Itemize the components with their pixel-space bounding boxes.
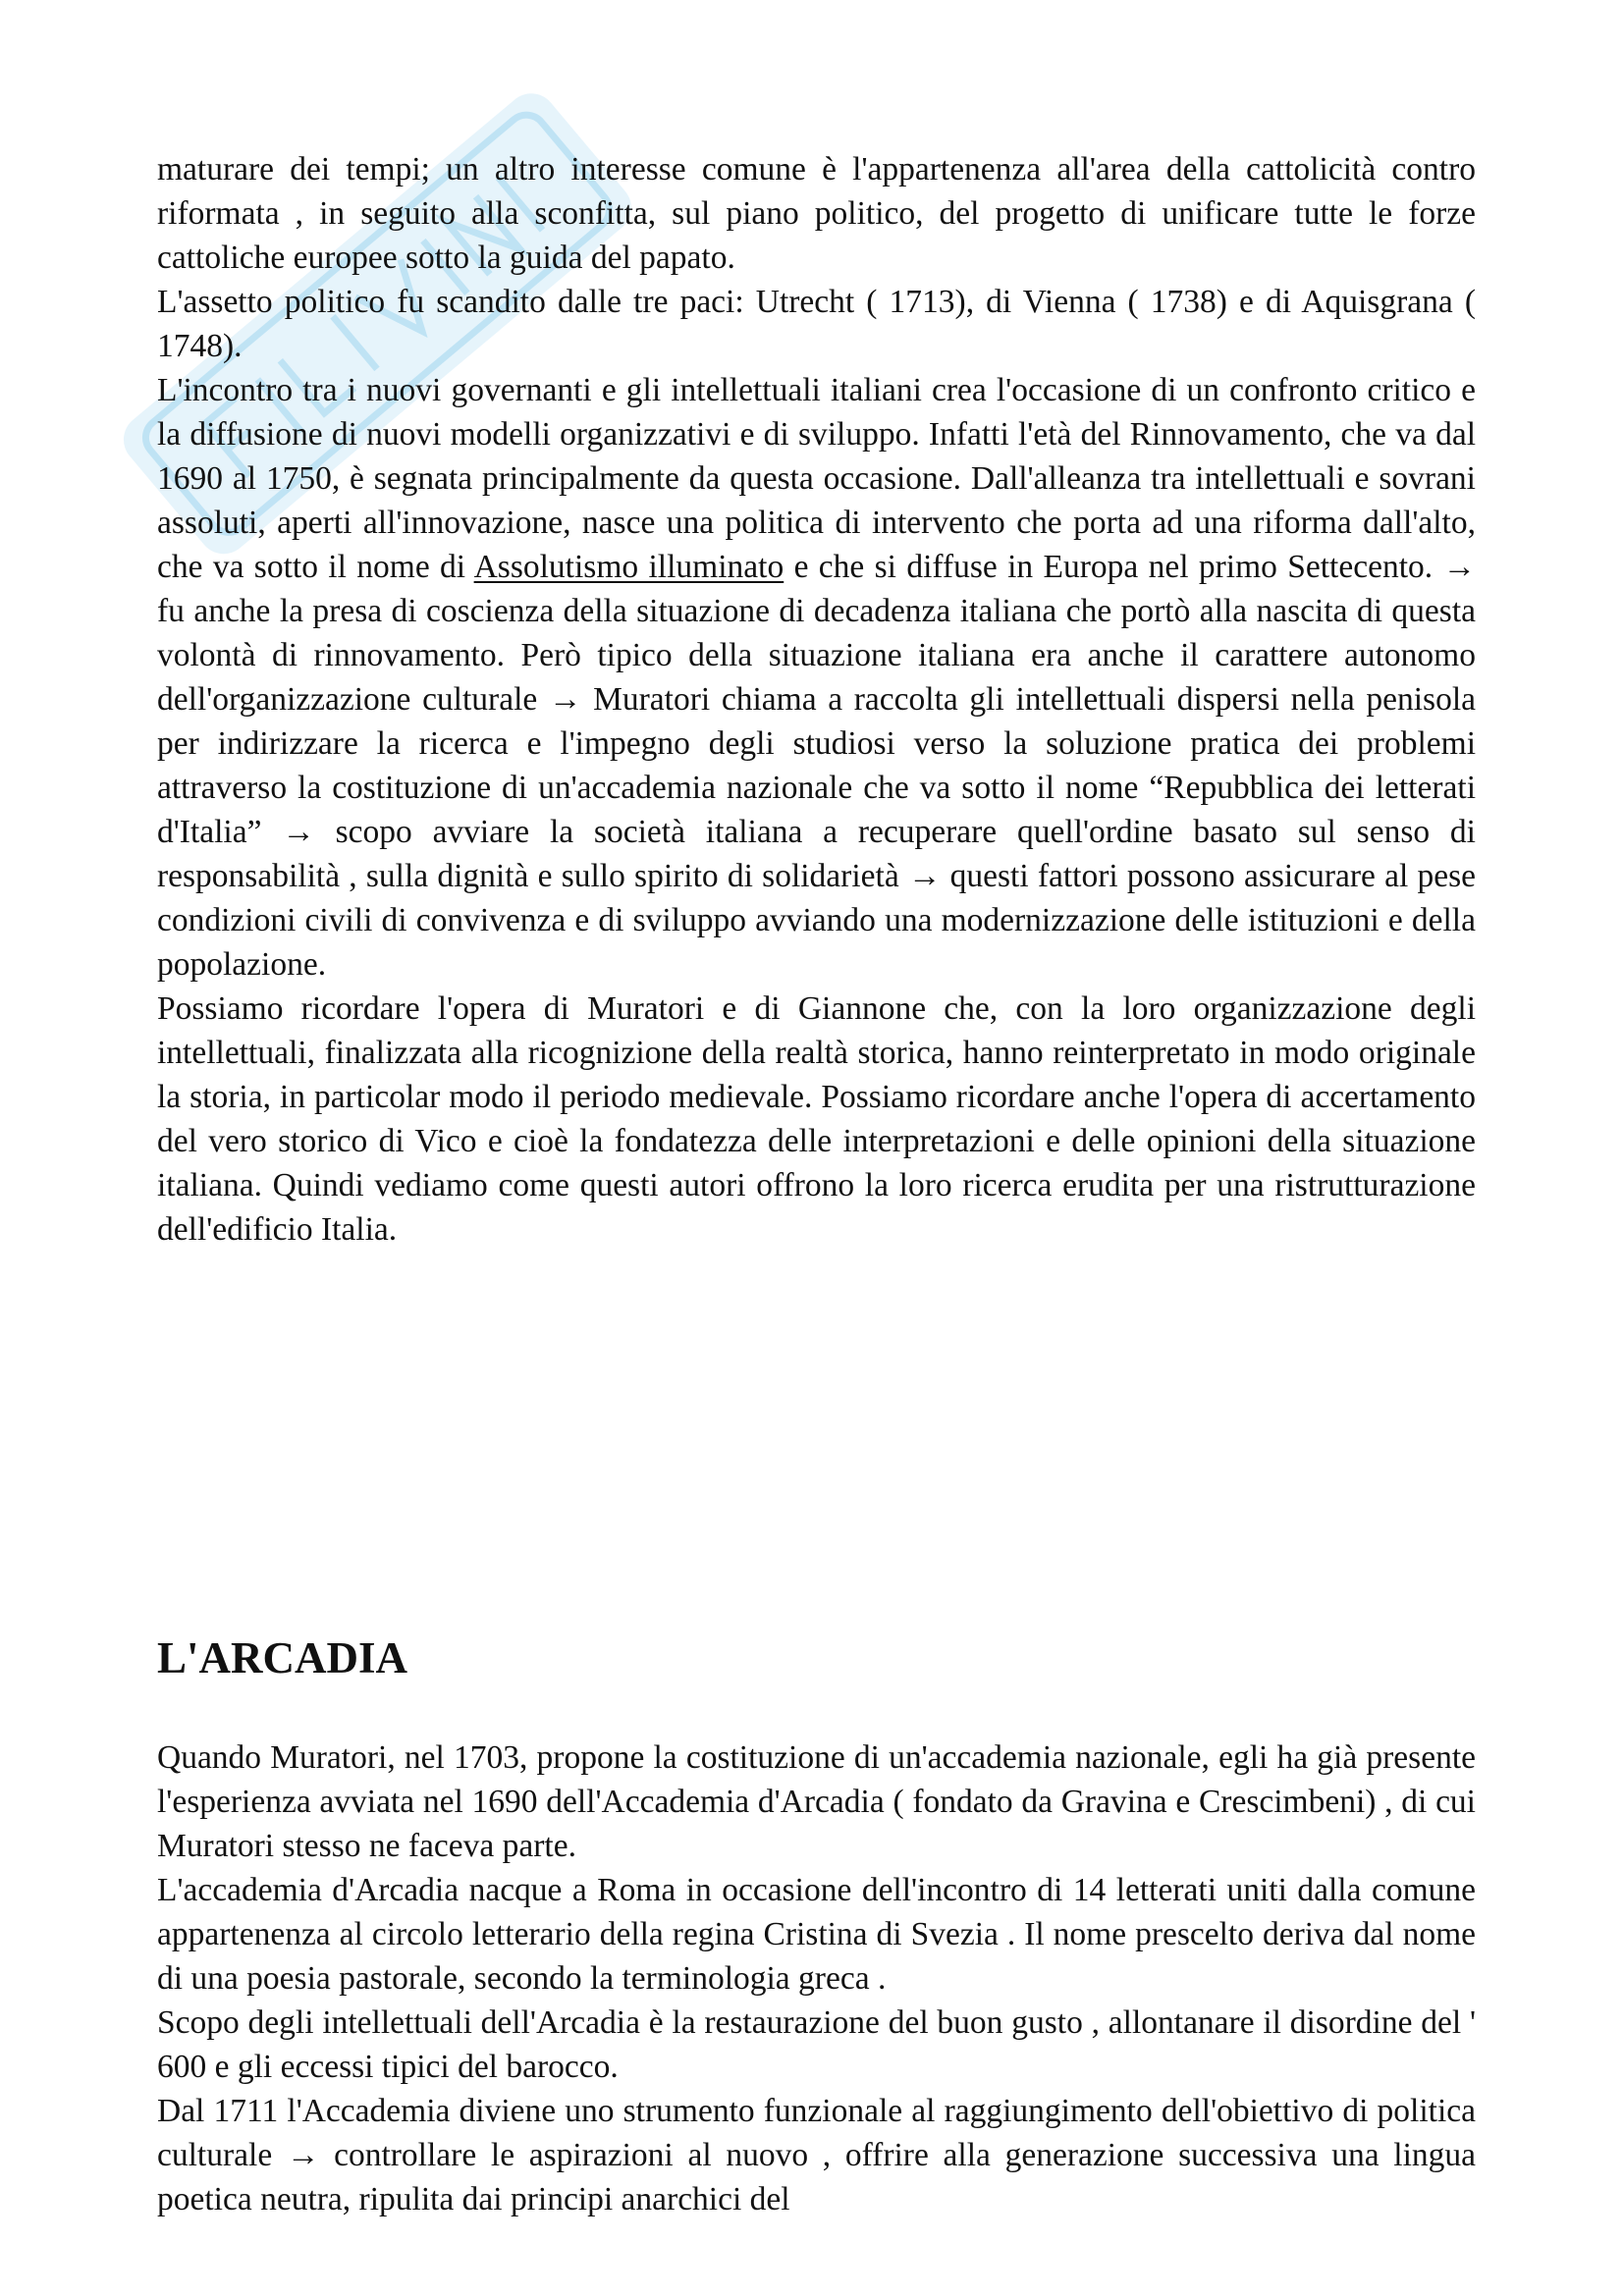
assolutismo-illuminato-underlined: Assolutismo illuminato bbox=[473, 549, 784, 585]
paragraph-cattolicita: maturare dei tempi; un altro interesse comune è l'appartenenza all'area della cattolicità contro riformata , in seguito alla sconfitta, sul piano politico, del progetto di unificare tutte le forze cattoliche europee sotto la guida del papato. bbox=[157, 151, 1476, 276]
paragraph-arcadia-1711: Dal 1711 l'Accademia diviene uno strumento funzionale al raggiungimento dell'obiettivo di politica culturale → controllare le aspirazioni al nuovo , offrire alla generazione successiva una lingua poetica neutra, ripulita dai principi anarchici del bbox=[157, 2093, 1476, 2217]
paragraph-arcadia-scopo: Scopo degli intellettuali dell'Arcadia è la restaurazione del buon gusto , allontanare il disordine del ' 600 e gli eccessi tipici del barocco. bbox=[157, 2004, 1476, 2085]
paragraph-rinnovamento-text-end: e che si diffuse in Europa nel primo Settecento. → fu anche la presa di coscienza della situazione di decadenza italiana che portò alla nascita di questa volontà di rinnovamento. Però tipico della situazione italiana era anche il carattere autonomo dell'organizzazione culturale → Muratori chiama a raccolta gli intellettuali dispersi nella penisola per indirizzare la ricerca e l'impegno degli studiosi verso la soluzione pratica dei problemi attraverso la costituzione di un'accademia nazionale che va sotto il nome “Repubblica dei letterati d'Italia” → scopo avviare la società italiana a recuperare quell'ordine basato sul senso di responsabilità , sulla dignità e sullo spirito di solidarietà → questi fattori possono assicurare al pese condizioni civili di convivenza e di sviluppo avviando una modernizzazione delle istituzioni e della popolazione. bbox=[157, 549, 1476, 983]
paragraph-arcadia-roma: L'accademia d'Arcadia nacque a Roma in occasione dell'incontro di 14 letterati uniti dalla comune appartenenza al circolo letterario della regina Cristina di Svezia . Il nome prescelto deriva dal nome di una poesia pastorale, secondo la terminologia greca . bbox=[157, 1872, 1476, 1997]
section-arcadia bbox=[157, 1735, 1476, 2221]
paragraph-rinnovamento bbox=[157, 368, 1476, 987]
paragraph-rinnovamento-text-start: L'incontro tra i nuovi governanti e gli intellettuali italiani crea l'occasione di un confronto critico e la diffusione di nuovi modelli organizzativi e di sviluppo. Infatti l'età del Rinnovamento, che va dal 1690 al 1750, è segnata principalmente da questa occasione. Dall'alleanza tra intellettuali e sovrani assoluti, aperti all'innovazione, nasce una politica di intervento che porta ad una riforma dall'alto, che va sotto il nome di bbox=[157, 372, 1476, 585]
section-rinnovamento bbox=[157, 147, 1476, 1252]
paragraph-paci: L'assetto politico fu scandito dalle tre paci: Utrecht ( 1713), di Vienna ( 1738) e di Aquisgrana ( 1748). bbox=[157, 284, 1476, 364]
paragraph-muratori-giannone: Possiamo ricordare l'opera di Muratori e di Giannone che, con la loro organizzazione degli intellettuali, finalizzata alla ricognizione della realtà storica, hanno reinterpretato in modo originale la storia, in particolar modo il periodo medievale. Possiamo ricordare anche l'opera di accertamento del vero storico di Vico e cioè la fondatezza delle interpretazioni e delle opinioni della situazione italiana. Quindi vediamo come questi autori offrono la loro ricerca erudita per una ristrutturazione dell'edificio Italia. bbox=[157, 990, 1476, 1248]
section-heading-arcadia: L'ARCADIA bbox=[157, 1633, 408, 1682]
paragraph-arcadia-origin: Quando Muratori, nel 1703, propone la costituzione di un'accademia nazionale, egli ha già presente l'esperienza avviata nel 1690 dell'Accademia d'Arcadia ( fondato da Gravina e Crescimbeni) , di cui Muratori stesso ne faceva parte. bbox=[157, 1739, 1476, 1864]
